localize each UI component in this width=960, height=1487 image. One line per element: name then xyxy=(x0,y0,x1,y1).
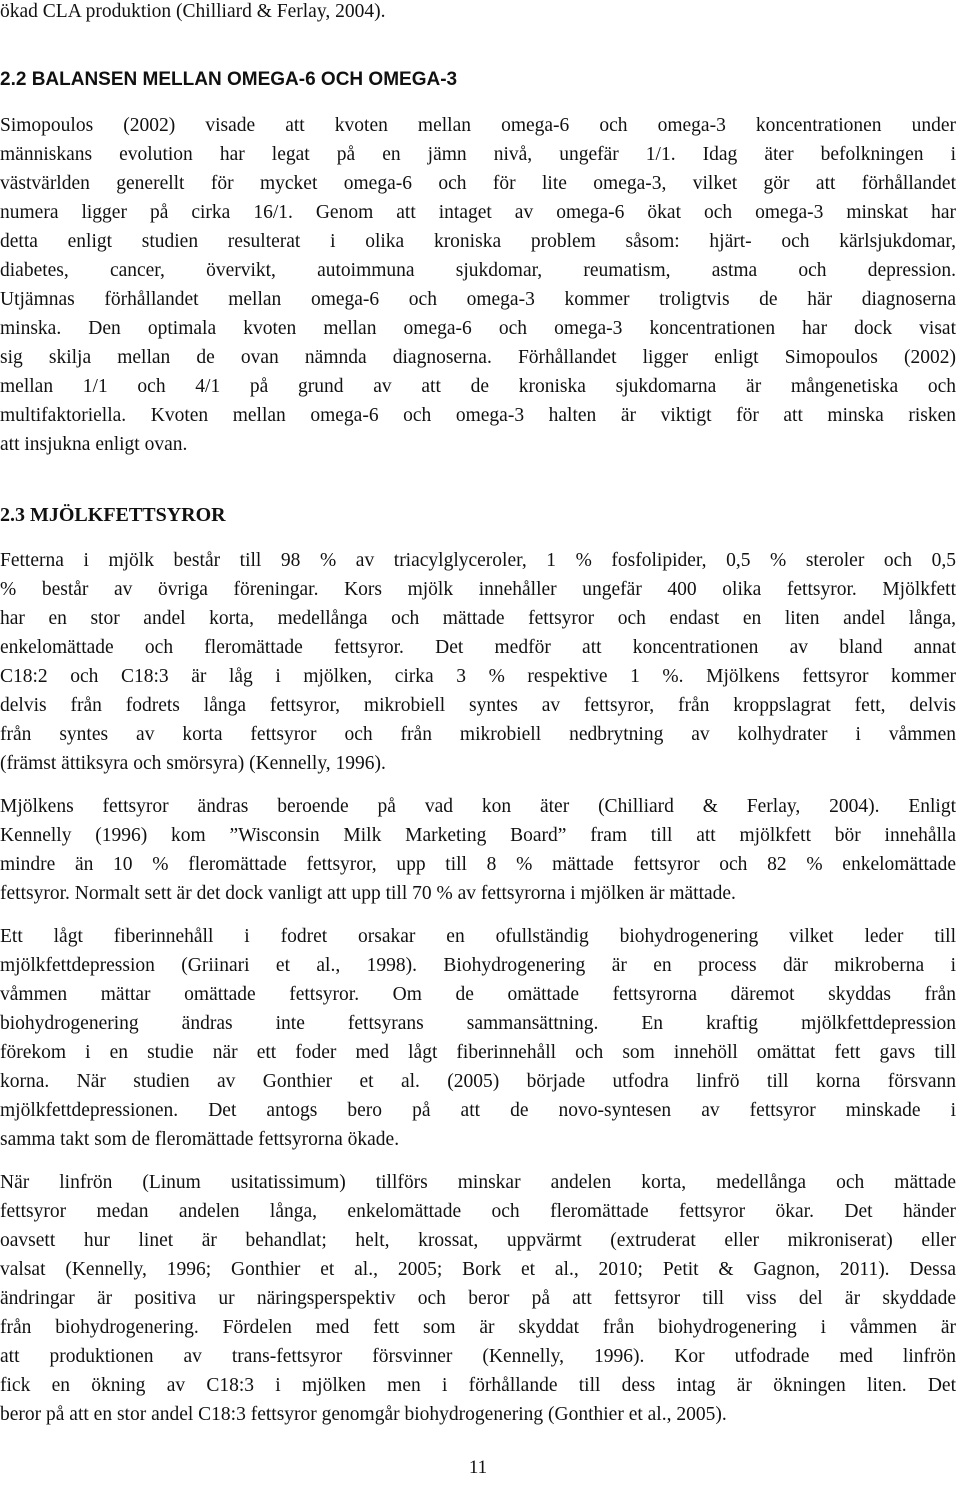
text-line: våmmen mättar omättade fettsyror. Om de omättade fettsyrorna däremot skyddas från xyxy=(0,984,956,1005)
text-line: korna. När studien av Gonthier et al. (2005) började utfodra linfrö till korna försvann xyxy=(0,1071,956,1092)
text-line: (främst ättiksyra och smörsyra) (Kennelly, 1996). xyxy=(0,753,386,774)
text-line: delvis från fodrets långa fettsyror, mikrobiell syntes av fettsyror, från kroppslagrat fett, delvis xyxy=(0,695,956,716)
text-line: numera ligger på cirka 16/1. Genom att intaget av omega-6 ökat och omega-3 minskat har xyxy=(0,202,956,223)
text-line: Ett lågt fiberinnehåll i fodret orsakar en ofullständig biohydrogenering vilket leder till xyxy=(0,926,956,947)
text-line: fettsyror medan andelen långa, enkelomättade och fleromättade fettsyror ökar. Det händer xyxy=(0,1201,956,1222)
text-line: från biohydrogenering. Fördelen med fett som är skyddat från biohydrogenering i våmmen är xyxy=(0,1317,956,1338)
text-line: % består av övriga föreningar. Kors mjölk innehåller ungefär 400 olika fettsyror. Mjölkfett xyxy=(0,579,956,600)
text-line: beror på att en stor andel C18:3 fettsyror genomgår biohydrogenering (Gonthier et al., 2005). xyxy=(0,1404,727,1425)
text-line: oavsett hur linet är behandlat; helt, krossat, uppvärmt (extruderat eller mikroniserat) eller xyxy=(0,1230,956,1251)
text-line: Simopoulos (2002) visade att kvoten mellan omega-6 och omega-3 koncentrationen under xyxy=(0,115,956,136)
text-line: västvärlden generellt för mycket omega-6 och för lite omega-3, vilket gör att förhållandet xyxy=(0,173,956,194)
section-heading-2-3: 2.3 MJÖLKFETTSYROR xyxy=(0,504,226,526)
text-line: När linfrön (Linum usitatissimum) tillförs minskar andelen korta, medellånga och mättade xyxy=(0,1172,956,1193)
text-line: Mjölkens fettsyror ändras beroende på vad kon äter (Chilliard & Ferlay, 2004). Enligt xyxy=(0,796,956,817)
text-line: enkelomättade och fleromättade fettsyror. Det medför att koncentrationen av bland annat xyxy=(0,637,956,658)
text-line: detta enligt studien resulterat i olika kroniska problem såsom: hjärt- och kärlsjukdomar, xyxy=(0,231,956,252)
text-line: Fetterna i mjölk består till 98 % av triacylglyceroler, 1 % fosfolipider, 0,5 % steroler och 0,5 xyxy=(0,550,956,571)
text-line: ändringar är positiva ur näringsperspektiv och beror på att fettsyror till viss del är skyddade xyxy=(0,1288,956,1309)
top-fragment-line: ökad CLA produktion (Chilliard & Ferlay, 2004). xyxy=(0,1,386,22)
text-line: Utjämnas förhållandet mellan omega-6 och omega-3 kommer troligtvis de här diagnoserna xyxy=(0,289,956,310)
text-line: valsat (Kennelly, 1996; Gonthier et al., 2005; Bork et al., 2010; Petit & Gagnon, 2011). Dessa xyxy=(0,1259,956,1280)
text-line: mjölkfettdepression (Griinari et al., 1998). Biohydrogenering är en process där mikroberna i xyxy=(0,955,956,976)
page-number: 11 xyxy=(468,1457,488,1478)
text-line: har en stor andel korta, medellånga och mättade fettsyror och endast en liten andel långa, xyxy=(0,608,956,629)
text-line: C18:2 och C18:3 är låg i mjölken, cirka 3 % respektive 1 %. Mjölkens fettsyror kommer xyxy=(0,666,956,687)
text-line: mellan 1/1 och 4/1 på grund av att de kroniska sjukdomarna är mångenetiska och xyxy=(0,376,956,397)
text-line: från syntes av korta fettsyror och från mikrobiell nedbrytning av kolhydrater i våmmen xyxy=(0,724,956,745)
text-line: mjölkfettdepressionen. Det antogs bero på att de novo-syntesen av fettsyror minskade i xyxy=(0,1100,956,1121)
text-line: biohydrogenering ändras inte fettsyrans sammansättning. En kraftig mjölkfettdepression xyxy=(0,1013,956,1034)
text-line: mindre än 10 % fleromättade fettsyror, upp till 8 % mättade fettsyror och 82 % enkelomättade xyxy=(0,854,956,875)
text-line: fick en ökning av C18:3 i mjölken men i förhållande till dess intag är ökningen liten. Det xyxy=(0,1375,956,1396)
text-line: att produktionen av trans-fettsyror försvinner (Kennelly, 1996). Kor utfodrade med linfrön xyxy=(0,1346,956,1367)
text-line: Kennelly (1996) kom ”Wisconsin Milk Marketing Board” fram till att mjölkfett bör innehålla xyxy=(0,825,956,846)
text-line: minska. Den optimala kvoten mellan omega-6 och omega-3 koncentrationen har dock visat xyxy=(0,318,956,339)
text-line: multifaktoriella. Kvoten mellan omega-6 och omega-3 halten är viktigt för att minska risken xyxy=(0,405,956,426)
text-line: diabetes, cancer, övervikt, autoimmuna sjukdomar, reumatism, astma och depression. xyxy=(0,260,956,281)
text-line: människans evolution har legat på en jämn nivå, ungefär 1/1. Idag äter befolkningen i xyxy=(0,144,956,165)
text-line: samma takt som de fleromättade fettsyrorna ökade. xyxy=(0,1129,400,1150)
text-line: att insjukna enligt ovan. xyxy=(0,434,188,455)
text-line: sig skilja mellan de ovan nämnda diagnoserna. Förhållandet ligger enligt Simopoulos (2002) xyxy=(0,347,956,368)
text-line: fettsyror. Normalt sett är det dock vanligt att upp till 70 % av fettsyrorna i mjölken är mättade. xyxy=(0,883,736,904)
section-heading-2-2: 2.2 BALANSEN MELLAN OMEGA-6 OCH OMEGA-3 xyxy=(0,69,458,90)
text-line: förekom i en studie när ett foder med lågt fiberinnehåll och som innehöll omättat fett gavs till xyxy=(0,1042,956,1063)
